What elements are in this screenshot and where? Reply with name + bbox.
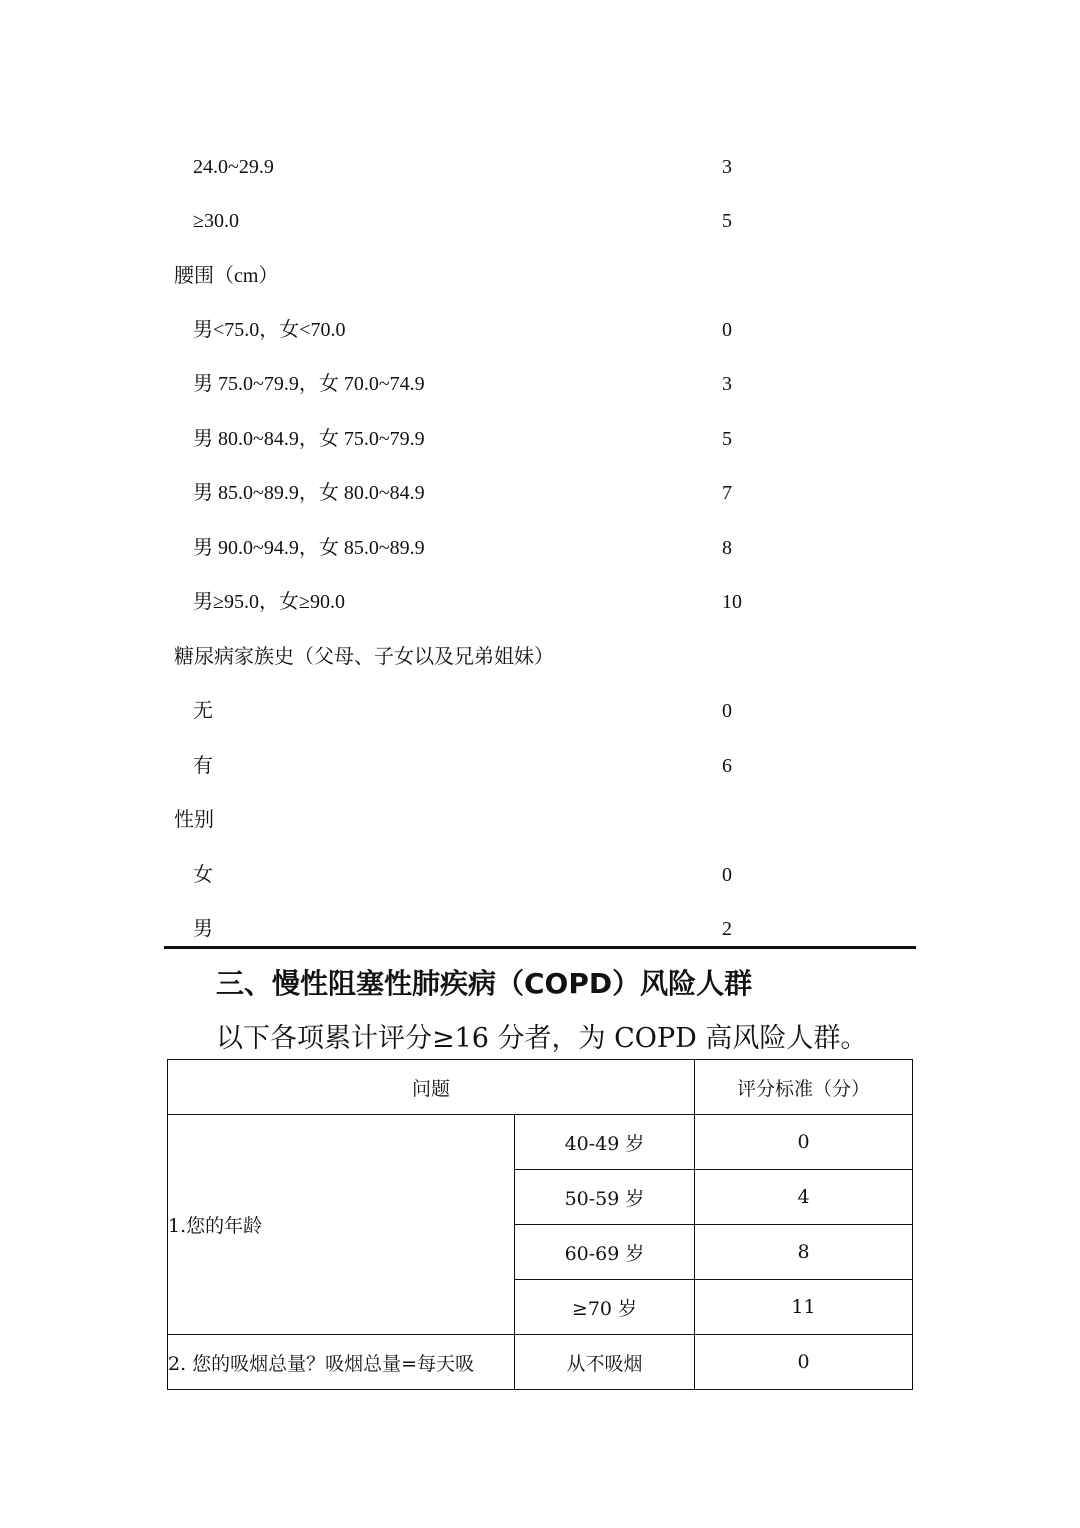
- age-option: 40-49 岁: [515, 1115, 695, 1170]
- age-score: 11: [695, 1280, 913, 1335]
- table-bottom-rule: [164, 946, 916, 949]
- waist-item-score: 3: [722, 373, 732, 395]
- bmi-item-score: 5: [722, 210, 732, 232]
- bmi-item-label: 24.0~29.9: [193, 156, 274, 178]
- waist-item-label: 男<75.0，女<70.0: [193, 319, 346, 341]
- smoke-question-cell: [168, 1335, 515, 1390]
- bmi-item-score: 3: [722, 156, 732, 178]
- bmi-item-label: ≥30.0: [193, 210, 239, 232]
- table-row: [168, 1115, 913, 1170]
- age-option: 60-69 岁: [515, 1225, 695, 1280]
- family-history-item-score: 0: [722, 700, 732, 722]
- table-header-row: [168, 1060, 913, 1115]
- gender-item-score: 2: [722, 918, 732, 940]
- waist-item-label: 男≥95.0，女≥90.0: [193, 591, 345, 613]
- gender-item-label: 男: [193, 918, 213, 940]
- age-score: 0: [695, 1115, 913, 1170]
- gender-item-score: 0: [722, 864, 732, 886]
- family-history-item-label: 有: [193, 755, 213, 777]
- header-score: 评分标准（分）: [695, 1060, 913, 1115]
- waist-item-score: 5: [722, 428, 732, 450]
- section-description: 以下各项累计评分≥16 分者，为 COPD 高风险人群。: [216, 1023, 868, 1054]
- gender-heading: 性别: [174, 809, 214, 831]
- copd-score-table: [167, 1059, 913, 1390]
- header-question: 问题: [168, 1060, 695, 1115]
- family-history-item-label: 无: [193, 700, 213, 722]
- smoke-score: 0: [695, 1335, 913, 1390]
- waist-heading: 腰围（cm）: [174, 265, 279, 287]
- waist-item-label: 男 80.0~84.9，女 75.0~79.9: [193, 428, 425, 450]
- waist-item-score: 7: [722, 482, 732, 504]
- waist-item-label: 男 75.0~79.9，女 70.0~74.9: [193, 373, 425, 395]
- age-question: 1.您的年龄: [168, 1115, 515, 1335]
- age-option: 50-59 岁: [515, 1170, 695, 1225]
- table-row: [168, 1335, 913, 1390]
- smoke-option: 从不吸烟: [515, 1335, 695, 1390]
- smoke-question: 2. 您的吸烟总量？吸烟总量=每天吸: [168, 1352, 475, 1375]
- waist-item-label: 男 90.0~94.9，女 85.0~89.9: [193, 537, 425, 559]
- section-title: 三、慢性阻塞性肺疾病（COPD）风险人群: [216, 967, 753, 1000]
- family-history-item-score: 6: [722, 755, 732, 777]
- waist-item-score: 8: [722, 537, 732, 559]
- age-option: ≥70 岁: [515, 1280, 695, 1335]
- gender-item-label: 女: [193, 864, 213, 886]
- waist-item-score: 10: [722, 591, 742, 613]
- waist-item-score: 0: [722, 319, 732, 341]
- age-score: 4: [695, 1170, 913, 1225]
- waist-item-label: 男 85.0~89.9，女 80.0~84.9: [193, 482, 425, 504]
- age-score: 8: [695, 1225, 913, 1280]
- family-history-heading: 糖尿病家族史（父母、子女以及兄弟姐妹）: [174, 646, 554, 668]
